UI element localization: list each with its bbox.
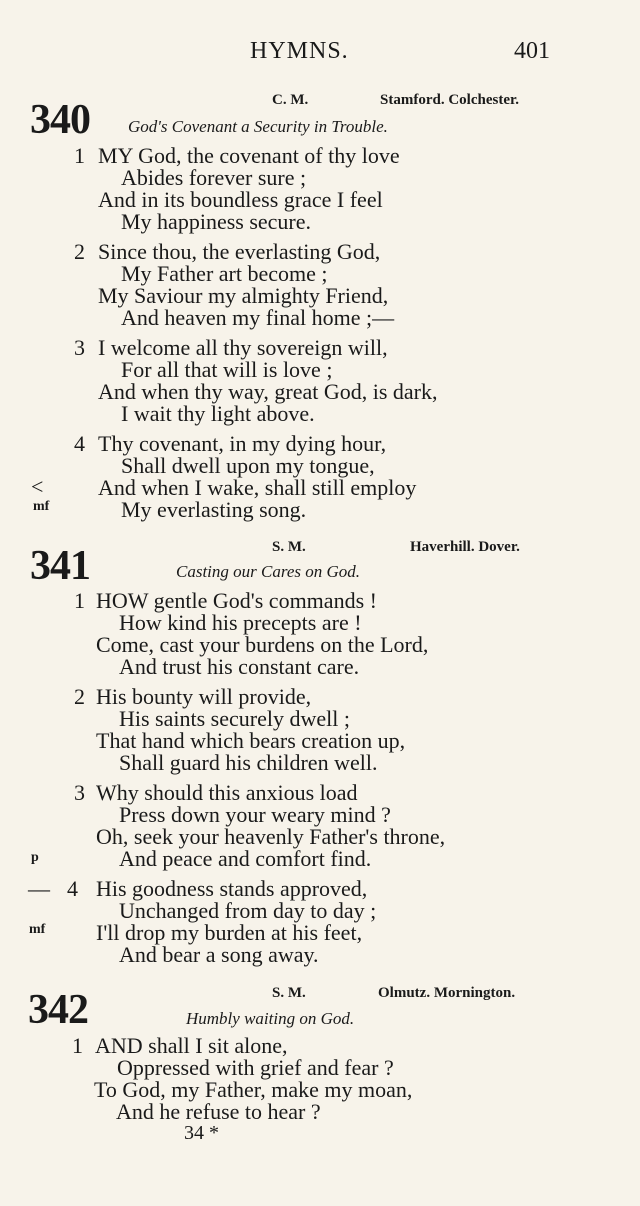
signature-mark: 34 *: [184, 1122, 219, 1144]
verse-line: Come, cast your burdens on the Lord,: [96, 632, 429, 657]
verse-line: AND shall I sit alone,: [95, 1033, 288, 1058]
verse-line: To God, my Father, make my moan,: [94, 1077, 413, 1102]
hymn-title: Casting our Cares on God.: [176, 562, 361, 581]
verse-line: My happiness secure.: [121, 209, 312, 234]
verse-line: And peace and comfort find.: [119, 846, 372, 871]
verse-line: And bear a song away.: [119, 942, 319, 967]
hymn-title: God's Covenant a Security in Trouble.: [128, 117, 388, 136]
verse-line: My everlasting song.: [121, 497, 307, 522]
verse-line: Why should this anxious load: [96, 780, 358, 805]
verse-line: I'll drop my burden at his feet,: [96, 920, 363, 945]
verse-line: And trust his constant care.: [119, 654, 360, 679]
hymn-meter: S. M.: [272, 985, 306, 1001]
verse-line: I welcome all thy sovereign will,: [98, 335, 388, 360]
verse-line: Since thou, the everlasting God,: [98, 239, 381, 264]
verse-line: That hand which bears creation up,: [96, 728, 406, 753]
piano-mark: p: [31, 850, 39, 865]
verse-line: HOW gentle God's commands !: [96, 588, 377, 613]
verse-number: 1: [74, 143, 85, 168]
verse-line: Press down your weary mind ?: [119, 802, 391, 827]
verse-line: And heaven my final home ;—: [121, 305, 395, 330]
verse-line: His goodness stands approved,: [96, 876, 368, 901]
hymn-number: 341: [30, 543, 90, 589]
verse-line: My Saviour my almighty Friend,: [98, 283, 389, 308]
verse-line: Unchanged from day to day ;: [119, 898, 377, 923]
hymn-title: Humbly waiting on God.: [186, 1009, 355, 1028]
verse-line: My Father art become ;: [121, 261, 328, 286]
verse-number: 1: [74, 588, 85, 613]
verse-number: 2: [74, 239, 85, 264]
hymn-tunes: Haverhill. Dover.: [410, 539, 520, 555]
verse-line: Oh, seek your heavenly Father's throne,: [96, 824, 446, 849]
hymn-number: 342: [28, 987, 88, 1033]
verse-line: And he refuse to hear ?: [116, 1099, 321, 1124]
verse-line: And when I wake, shall still employ: [98, 475, 417, 500]
verse-line: For all that will is love ;: [121, 357, 333, 382]
mezzo-forte-mark: mf: [33, 499, 50, 514]
running-title: HYMNS.: [250, 38, 349, 64]
verse-line: Shall guard his children well.: [119, 750, 378, 775]
verse-line: Shall dwell upon my tongue,: [121, 453, 375, 478]
mezzo-forte-mark: mf: [29, 922, 46, 937]
verse-number: 1: [72, 1033, 83, 1058]
verse-line: Oppressed with grief and fear ?: [117, 1055, 394, 1080]
hymn-number: 340: [30, 97, 90, 143]
verse-line: And in its boundless grace I feel: [98, 187, 383, 212]
verse-number: 4: [74, 431, 85, 456]
page-number: 401: [514, 38, 550, 64]
verse-number: 2: [74, 684, 85, 709]
verse-line: His saints securely dwell ;: [119, 706, 350, 731]
verse-line: MY God, the covenant of thy love: [98, 143, 400, 168]
verse-line: I wait thy light above.: [121, 401, 315, 426]
hymn-tunes: Olmutz. Mornington.: [378, 985, 516, 1001]
verse-line: Thy covenant, in my dying hour,: [98, 431, 387, 456]
hymn-meter: C. M.: [272, 92, 309, 108]
hymn-meter: S. M.: [272, 539, 306, 555]
crescendo-mark: <: [31, 474, 44, 499]
verse-line: His bounty will provide,: [96, 684, 312, 709]
verse-line: Abides forever sure ;: [121, 165, 307, 190]
dash-mark: —: [28, 876, 50, 901]
verse-number: 4: [67, 876, 78, 901]
verse-line: And when thy way, great God, is dark,: [98, 379, 438, 404]
verse-line: How kind his precepts are !: [119, 610, 362, 635]
verse-number: 3: [74, 335, 85, 360]
hymn-tunes: Stamford. Colchester.: [380, 92, 520, 108]
verse-number: 3: [74, 780, 85, 805]
